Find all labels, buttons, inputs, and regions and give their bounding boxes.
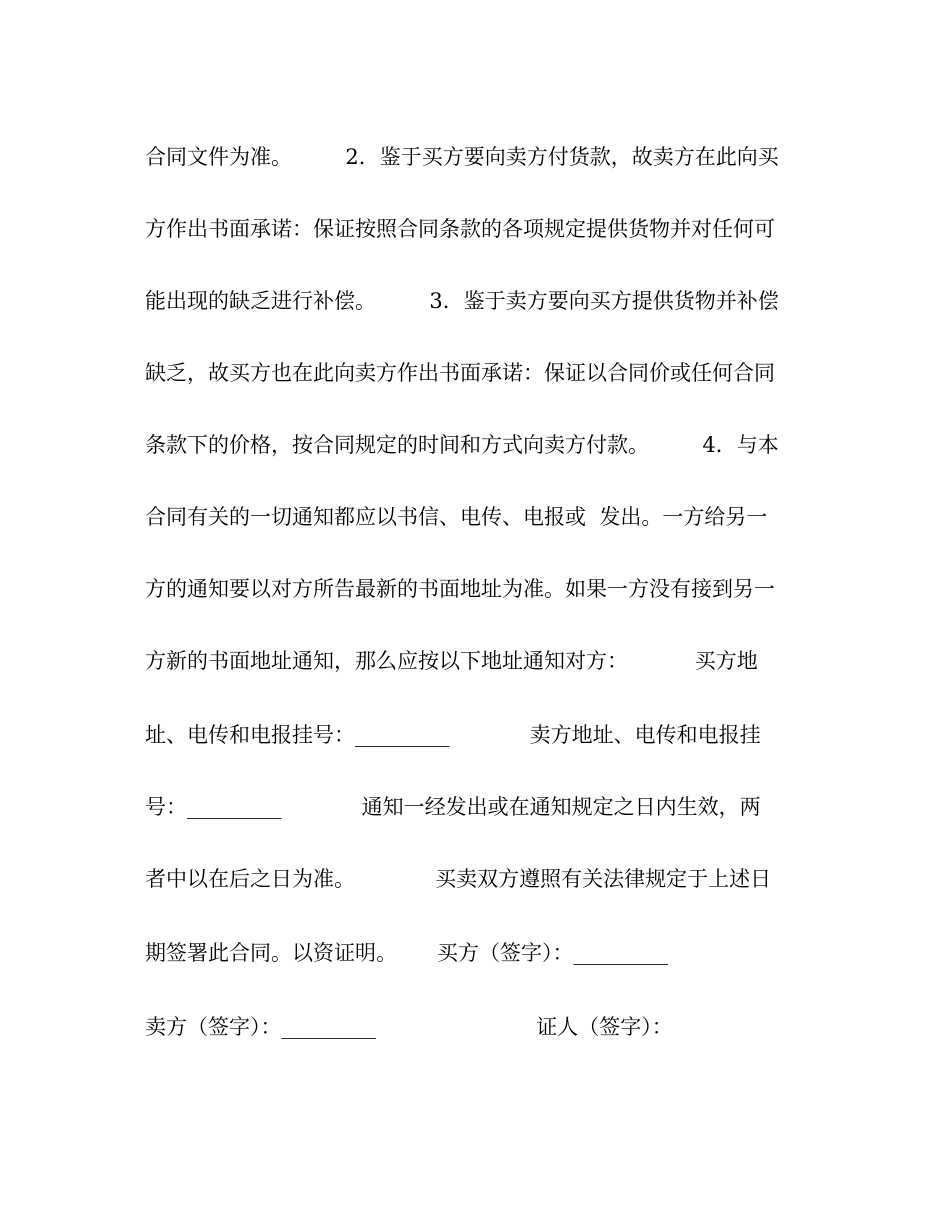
text-line-1: 合同文件为准。 2．鉴于买方要向卖方付货款，故卖方在此向买 [145,145,779,169]
text-line-7: 方的通知要以对方所告最新的书面地址为准。如果一方没有接到另一 [145,577,775,601]
text-line-13: 卖方（签字）：_________ 证人（签字）： [145,1015,673,1039]
text-line-2: 方作出书面承诺：保证按照合同条款的各项规定提供货物并对任何可 [145,217,775,241]
text-line-10: 号：_________ 通知一经发出或在通知规定之日内生效，两 [145,795,761,819]
text-line-8: 方新的书面地址通知，那么应按以下地址通知对方： 买方地 [145,649,758,673]
text-line-12: 期签署此合同。以资证明。 买方（签字）：_________ [145,941,669,965]
text-line-5: 条款下的价格，按合同规定的时间和方式向卖方付款。 4．与本 [145,433,779,457]
text-line-4: 缺乏，故买方也在此向卖方作出书面承诺：保证以合同价或任何合同 [145,361,775,385]
text-line-11: 者中以在后之日为准。 买卖双方遵照有关法律规定于上述日 [145,867,772,891]
text-line-9: 址、电传和电报挂号：_________ 卖方地址、电传和电报挂 [145,723,761,747]
text-line-6: 合同有关的一切通知都应以书信、电传、电报或 发出。一方给另一 [145,505,768,529]
text-line-3: 能出现的缺乏进行补偿。 3．鉴于卖方要向买方提供货物并补偿 [145,289,779,313]
